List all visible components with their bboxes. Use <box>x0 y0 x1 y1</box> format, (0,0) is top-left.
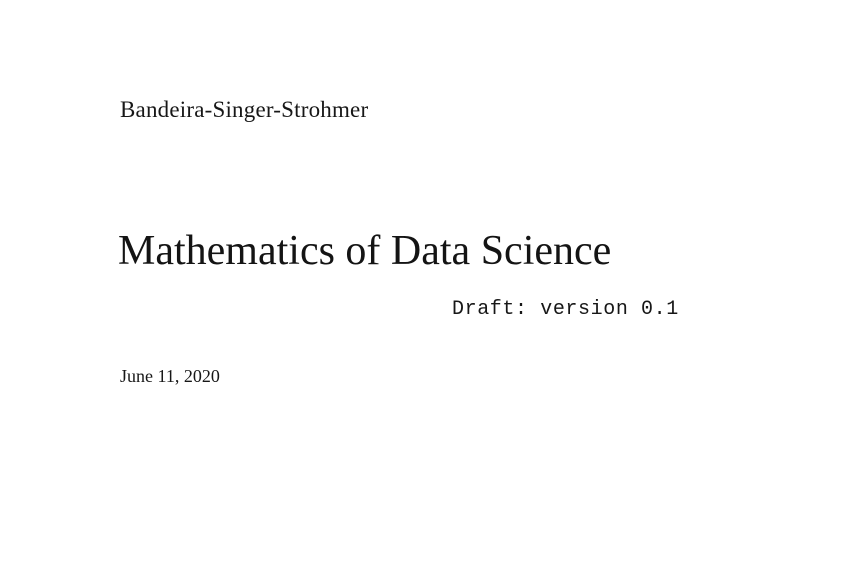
authors-line: Bandeira-Singer-Strohmer <box>120 97 369 122</box>
draft-version-label: Draft: version 0.1 <box>452 298 679 321</box>
publication-date: June 11, 2020 <box>120 366 220 386</box>
page-title: Mathematics of Data Science <box>118 228 612 274</box>
